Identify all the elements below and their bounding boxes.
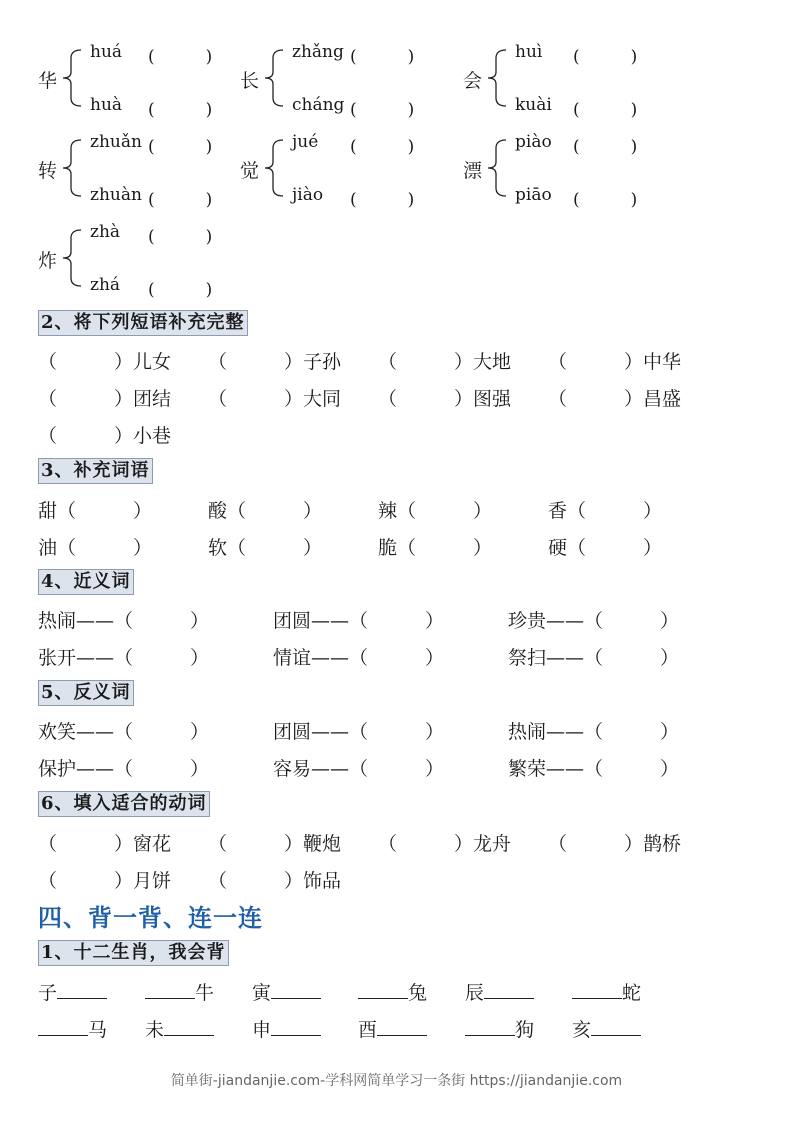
fill-item: （ ）昌盛: [548, 388, 682, 410]
zodiac-animal: 马: [88, 1019, 108, 1041]
fill-item: 油（ ）: [38, 537, 153, 559]
answer-blank: ( ): [148, 100, 213, 120]
fill-item: 繁荣——（ ）: [508, 758, 680, 780]
fill-item: （ ）大地: [378, 351, 512, 373]
answer-blank-line: [465, 1017, 515, 1036]
polyphone-char: 华: [38, 70, 58, 92]
answer-blank: ( ): [148, 190, 213, 210]
pinyin-reading: huà: [90, 95, 123, 115]
brace-icon: [261, 48, 285, 108]
brace-icon: [59, 228, 83, 288]
brace-icon: [59, 48, 83, 108]
zodiac-item: [38, 1015, 107, 1042]
pinyin-reading: huá: [90, 42, 123, 62]
fill-item: 脆（ ）: [378, 537, 493, 559]
fill-item: （ ）子孙: [208, 351, 342, 373]
pinyin-reading: kuài: [515, 95, 552, 115]
polyphone-char: 漂: [463, 160, 483, 182]
zodiac-item: [358, 1015, 427, 1042]
fill-item: （ ）图强: [378, 388, 512, 410]
fill-item: 欢笑——（ ）: [38, 721, 210, 743]
zodiac-item: [145, 978, 214, 1005]
fill-item: （ ）月饼: [38, 870, 172, 892]
pinyin-reading: zhuàn: [90, 185, 142, 205]
zodiac-item: [252, 978, 321, 1005]
answer-blank: ( ): [350, 47, 415, 67]
answer-blank: ( ): [148, 227, 213, 247]
zodiac-animal: 狗: [515, 1019, 535, 1041]
brace-icon: [484, 138, 508, 198]
brace-icon: [59, 138, 83, 198]
polyphone-char: 转: [38, 160, 58, 182]
fill-item: 热闹——（ ）: [508, 721, 680, 743]
answer-blank-line: [271, 980, 321, 999]
zodiac-animal: 酉: [358, 1019, 378, 1041]
fill-item: （ ）鹊桥: [548, 833, 682, 855]
zodiac-item: [465, 1015, 534, 1042]
answer-blank-line: [271, 1017, 321, 1036]
fill-item: （ ）儿女: [38, 351, 172, 373]
fill-item: （ ）小巷: [38, 425, 172, 447]
zodiac-item: [252, 1015, 321, 1042]
zodiac-animal: 兔: [408, 982, 428, 1004]
fill-item: 祭扫——（ ）: [508, 647, 680, 669]
answer-blank-line: [572, 980, 622, 999]
answer-blank-line: [57, 980, 107, 999]
zodiac-item: [572, 1015, 641, 1042]
answer-blank-line: [38, 1017, 88, 1036]
answer-blank-line: [164, 1017, 214, 1036]
pinyin-reading: jué: [292, 132, 319, 152]
fill-item: （ ）饰品: [208, 870, 342, 892]
polyphone-char: 炸: [38, 250, 58, 272]
fill-item: （ ）龙舟: [378, 833, 512, 855]
zodiac-subtitle: 1、十二生肖，我会背: [38, 940, 229, 966]
fill-item: （ ）窗花: [38, 833, 172, 855]
fill-item: （ ）鞭炮: [208, 833, 342, 855]
brace-icon: [261, 138, 285, 198]
section-2-title: 2、将下列短语补充完整: [38, 310, 248, 336]
page-footer: 简单街-jiandanjie.com-学科网简单学习一条街 https://jiandanjie.com: [170, 1073, 623, 1089]
answer-blank-line: [484, 980, 534, 999]
pinyin-reading: zhǎng: [292, 42, 344, 62]
section-5-title: 5、反义词: [38, 680, 134, 706]
zodiac-animal: 子: [38, 982, 58, 1004]
zodiac-item: [572, 978, 641, 1005]
pinyin-reading: piāo: [515, 185, 552, 205]
zodiac-animal: 申: [252, 1019, 272, 1041]
pinyin-reading: jiào: [292, 185, 324, 205]
fill-item: 辣（ ）: [378, 500, 493, 522]
fill-item: （ ）团结: [38, 388, 172, 410]
zodiac-animal: 未: [145, 1019, 165, 1041]
polyphone-char: 会: [463, 70, 483, 92]
answer-blank: ( ): [573, 137, 638, 157]
fill-item: 情谊——（ ）: [273, 647, 445, 669]
pinyin-reading: zhuǎn: [90, 132, 142, 152]
fill-item: 团圆——（ ）: [273, 610, 445, 632]
part-4-title: 四、背一背、连一连: [38, 903, 263, 932]
pinyin-reading: huì: [515, 42, 543, 62]
polyphone-char: 觉: [240, 160, 260, 182]
answer-blank: ( ): [573, 100, 638, 120]
zodiac-animal: 辰: [465, 982, 485, 1004]
fill-item: （ ）大同: [208, 388, 342, 410]
fill-item: 甜（ ）: [38, 500, 153, 522]
fill-item: 香（ ）: [548, 500, 663, 522]
answer-blank: ( ): [573, 47, 638, 67]
answer-blank: ( ): [148, 280, 213, 300]
pinyin-reading: piào: [515, 132, 552, 152]
pinyin-reading: zhà: [90, 222, 121, 242]
fill-item: 团圆——（ ）: [273, 721, 445, 743]
fill-item: 珍贵——（ ）: [508, 610, 680, 632]
fill-item: 容易——（ ）: [273, 758, 445, 780]
fill-item: 软（ ）: [208, 537, 323, 559]
fill-item: 张开——（ ）: [38, 647, 210, 669]
fill-item: （ ）中华: [548, 351, 682, 373]
zodiac-item: [358, 978, 427, 1005]
answer-blank: ( ): [350, 137, 415, 157]
pinyin-reading: zhá: [90, 275, 121, 295]
answer-blank-line: [145, 980, 195, 999]
answer-blank: ( ): [148, 137, 213, 157]
zodiac-item: [38, 978, 107, 1005]
section-4-title: 4、近义词: [38, 569, 134, 595]
brace-icon: [484, 48, 508, 108]
zodiac-animal: 蛇: [622, 982, 642, 1004]
answer-blank: ( ): [350, 190, 415, 210]
zodiac-animal: 寅: [252, 982, 272, 1004]
fill-item: 热闹——（ ）: [38, 610, 210, 632]
answer-blank: ( ): [350, 100, 415, 120]
zodiac-animal: 亥: [572, 1019, 592, 1041]
pinyin-reading: cháng: [292, 95, 345, 115]
fill-item: 酸（ ）: [208, 500, 323, 522]
section-6-title: 6、填入适合的动词: [38, 791, 210, 817]
section-3-title: 3、补充词语: [38, 458, 153, 484]
zodiac-item: [465, 978, 534, 1005]
answer-blank-line: [377, 1017, 427, 1036]
answer-blank-line: [591, 1017, 641, 1036]
zodiac-item: [145, 1015, 214, 1042]
answer-blank: ( ): [573, 190, 638, 210]
polyphone-char: 长: [240, 70, 260, 92]
answer-blank: ( ): [148, 47, 213, 67]
fill-item: 硬（ ）: [548, 537, 663, 559]
zodiac-animal: 牛: [195, 982, 215, 1004]
fill-item: 保护——（ ）: [38, 758, 210, 780]
answer-blank-line: [358, 980, 408, 999]
